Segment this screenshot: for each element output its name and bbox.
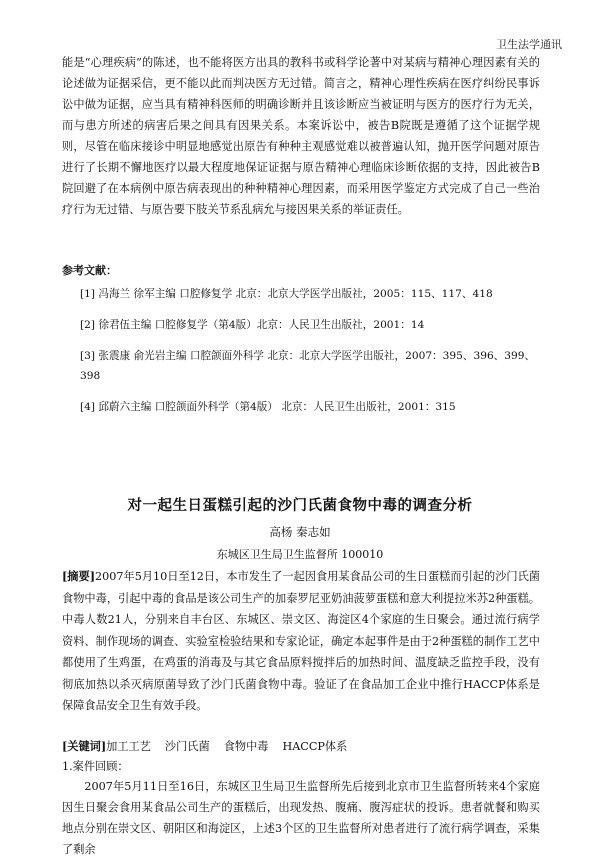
article-affiliation: 东城区卫生局卫生监督所 100010 — [216, 548, 384, 561]
reference-item: [2] 徐君伍主编 口腔修复学（第4版）北京：人民卫生出版社，2001：14 — [80, 319, 425, 331]
keyword: HACCP体系 — [282, 740, 348, 753]
abstract-label: [摘要] — [62, 569, 96, 583]
continuation-paragraph — [62, 52, 540, 220]
reference-item: [3] 张震康 俞光岩主编 口腔颌面外科学 北京：北京大学医学出版社，2007：395、396、399、398 — [80, 350, 536, 382]
reference-item: [1] 冯海兰 徐军主编 口腔修复学 北京：北京大学医学出版社，2005：115、117、418 — [80, 288, 493, 300]
keyword: 食物中毒 — [223, 740, 269, 753]
reference-item: [4] 邱蔚六主编 口腔颌面外科学（第4版） 北京：人民卫生出版社，2001：315 — [80, 401, 456, 413]
article-authors: 高杨 秦志如 — [269, 525, 331, 539]
keywords-line — [62, 738, 540, 754]
journal-header: 卫生法学通讯 — [496, 38, 562, 51]
keyword: 沙门氏菌 — [164, 740, 210, 753]
keywords-label: [关键词] — [62, 739, 107, 753]
abstract-text: 2007年5月10日至12日，本市发生了一起因食用某食品公司的生日蛋糕而引起的沙门氏菌食物中毒，引起中毒的食品是该公司生产的加泰罗尼亚奶油菠萝蛋糕和意大利提拉米苏2种蛋糕。中毒人数21人，分别来自丰台区、东城区、崇文区、海淀区4个家庭的生日聚会。通过流行病学资料、制作现场的调查、实验室检验结果和专家论证，确定本起事件是由于2种蛋糕的制作工艺中都使用了生鸡蛋，在鸡蛋的消毒及与其它食品原料搅拌后的加热时间、温度缺乏监控手段，没有彻底加热以杀灭病原菌导致了沙门氏菌食物中毒。验证了在食品加工企业中推行HACCP体系是保障食品安全卫生有效手段。 — [62, 570, 540, 712]
references-title: 参考文献： — [62, 264, 117, 277]
continuation-text: 能是“心理疾病”的陈述，也不能将医方出具的教科书或科学论著中对某病与精神心理因素有关的论述做为证据采信，更不能以此而判决医方无过错。简言之，精神心理性疾病在医疗纠纷民事诉讼中做为证据，应当具有精神科医师的明确诊断并且该诊断应当被证明与医方的医疗行为无关，而与患方所述的病害后果之间具有因果关系。本案诉讼中，被告B院既是遵循了这个证据学规则，尽管在临床接诊中明显地感觉出原告有种种主观感觉难以被普遍认知，抛开医学问题对原告进行了长期不懈地医疗以最大程度地保证证据与原告精神心理临床诊断依据的支持，因此被告B院回避了在本病例中原告病表现出的种种精神心理因素，而采用医学鉴定方式完成了自己一些治疗行为无过错、与原告要下肢关节系乱病允与接因果关系的举证责任。 — [62, 56, 540, 216]
body-paragraph: 2007年5月11日至16日，东城区卫生局卫生监督所先后接到北京市卫生监督所转来4个家庭因生日聚会食用某食品公司生产的蛋糕后，出现发热、腹痛、腹泻症状的投诉。患者就餐和购买地点分别在崇文区、朝阳区和海淀区，上述3个区的卫生监督所对患者进行了流行病学调查，采集了剩余 — [62, 780, 540, 856]
references-section — [62, 262, 540, 428]
article-title: 对一起生日蛋糕引起的沙门氏菌食物中毒的调查分析 — [127, 497, 473, 514]
section-heading: 1.案件回顾： — [62, 760, 129, 773]
keyword: 加工工艺 — [106, 740, 151, 753]
abstract-paragraph — [62, 566, 540, 717]
